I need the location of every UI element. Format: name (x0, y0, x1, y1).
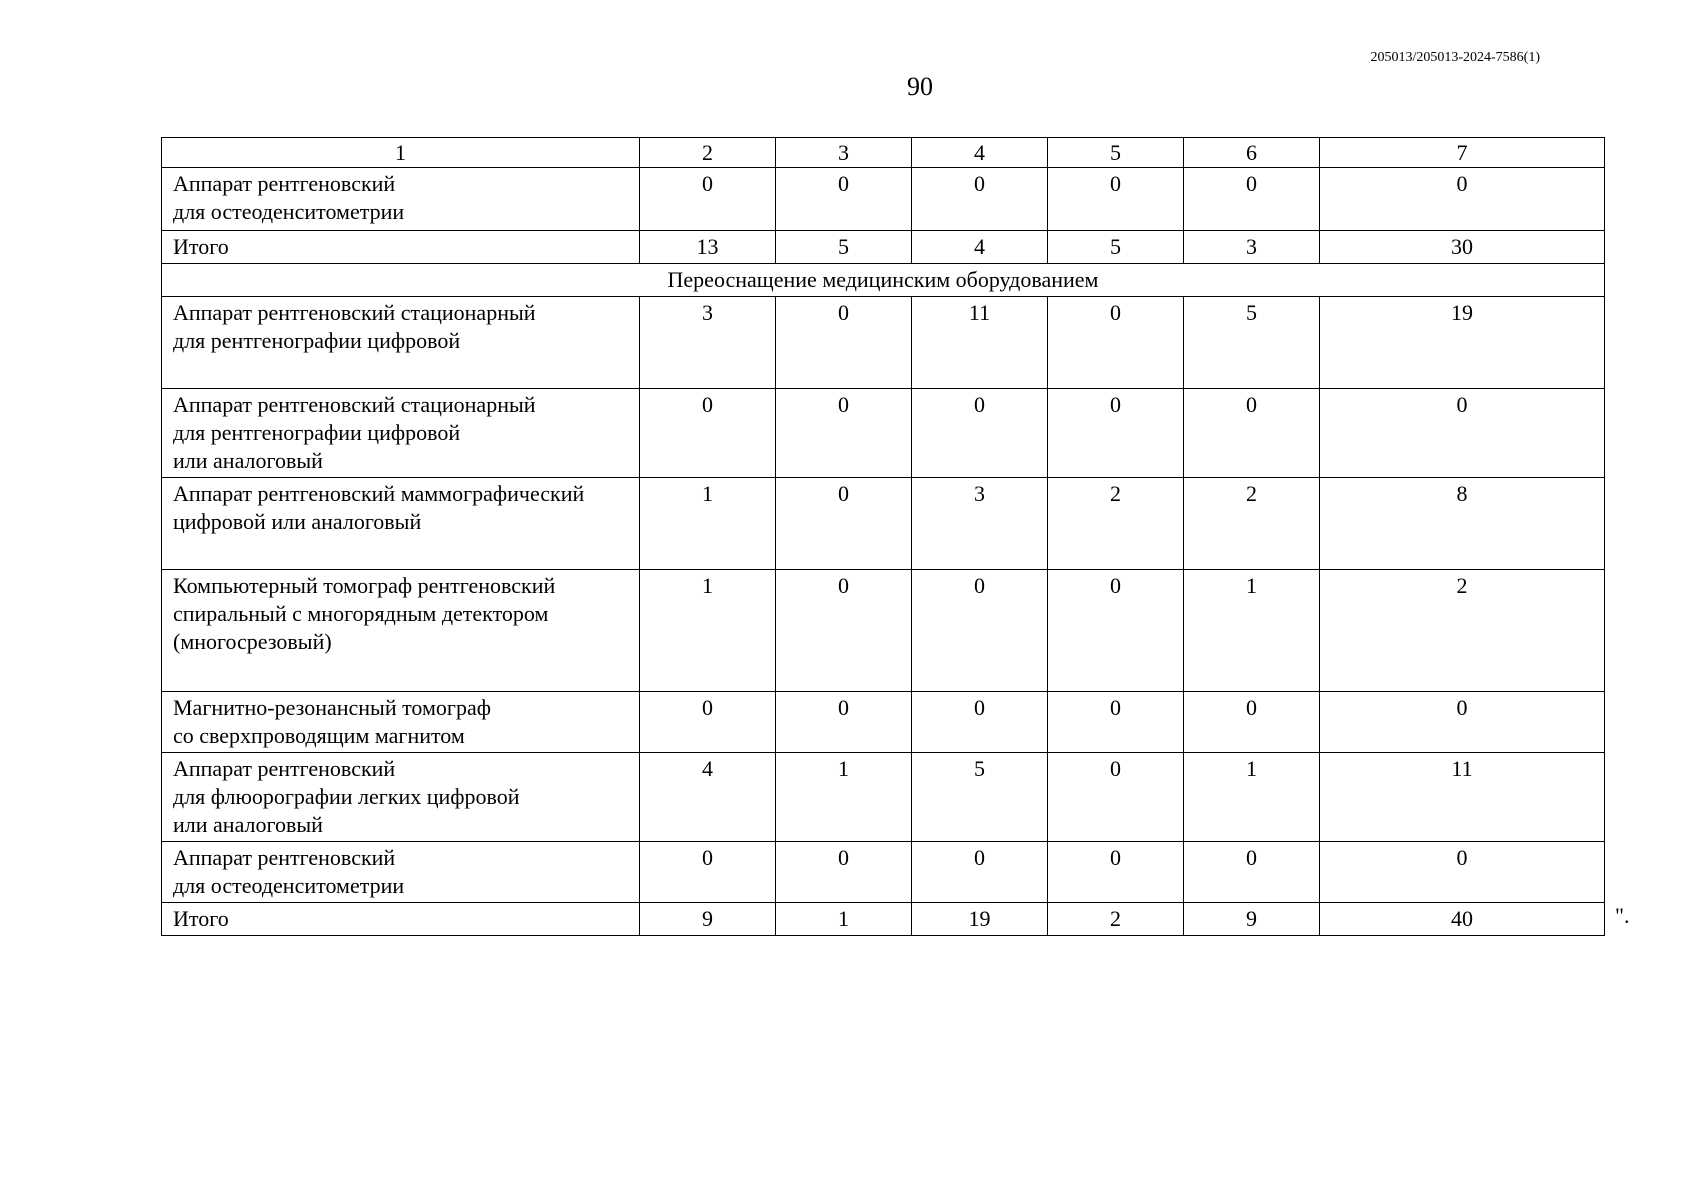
equipment-name-cell (162, 168, 640, 231)
equipment-name-cell (162, 692, 640, 753)
equipment-name-cell (162, 389, 640, 478)
column-number-row (162, 138, 1605, 168)
value-cell: 0 (1320, 842, 1605, 903)
equipment-name-cell (162, 753, 640, 842)
value-cell: 4 (640, 753, 776, 842)
total-value-cell: 4 (912, 231, 1048, 264)
total-value-cell: 5 (1048, 231, 1184, 264)
value-cell: 0 (776, 692, 912, 753)
equipment-name-line: Аппарат рентгеновский маммографический (173, 481, 585, 506)
total-value-cell: 19 (912, 903, 1048, 936)
value-cell: 0 (640, 692, 776, 753)
equipment-name-line: спиральный с многорядным детектором (173, 601, 549, 626)
column-header: 7 (1320, 138, 1605, 168)
value-cell: 0 (912, 692, 1048, 753)
value-cell: 0 (640, 842, 776, 903)
value-cell: 1 (640, 478, 776, 570)
value-cell: 0 (1184, 389, 1320, 478)
value-cell: 2 (1048, 478, 1184, 570)
total-value-cell: 9 (640, 903, 776, 936)
value-cell: 1 (1184, 753, 1320, 842)
table-row (162, 168, 1605, 231)
value-cell: 0 (1048, 570, 1184, 692)
table-row (162, 478, 1605, 570)
value-cell: 0 (776, 842, 912, 903)
grand-total-row (162, 903, 1605, 936)
value-cell: 0 (776, 168, 912, 231)
column-header: 4 (912, 138, 1048, 168)
column-header: 6 (1184, 138, 1320, 168)
equipment-name-line: для рентгенографии цифровой (173, 420, 461, 445)
value-cell: 3 (640, 297, 776, 389)
column-header: 1 (162, 138, 640, 168)
equipment-name-line: со сверхпроводящим магнитом (173, 723, 465, 748)
page-number: 90 (907, 72, 933, 101)
table-row (162, 842, 1605, 903)
value-cell: 0 (912, 842, 1048, 903)
equipment-name-cell (162, 842, 640, 903)
equipment-name-line: (многосрезовый) (173, 629, 332, 654)
value-cell: 0 (1048, 753, 1184, 842)
equipment-name-line: Аппарат рентгеновский (173, 845, 396, 870)
value-cell: 0 (1184, 692, 1320, 753)
equipment-name-cell (162, 570, 640, 692)
equipment-name-line: цифровой или аналоговый (173, 509, 422, 534)
value-cell: 0 (1048, 389, 1184, 478)
value-cell: 0 (1048, 842, 1184, 903)
equipment-name-line: Аппарат рентгеновский (173, 756, 396, 781)
value-cell: 0 (640, 389, 776, 478)
equipment-name-line: или аналоговый (173, 812, 323, 837)
value-cell: 0 (1048, 692, 1184, 753)
equipment-name-line: для остеоденситометрии (173, 873, 405, 898)
section-title: Переоснащение медицинским оборудованием (162, 264, 1605, 297)
value-cell: 0 (1048, 168, 1184, 231)
table-row (162, 692, 1605, 753)
value-cell: 5 (1184, 297, 1320, 389)
total-label: Итого (162, 231, 640, 264)
value-cell: 1 (1184, 570, 1320, 692)
column-header: 5 (1048, 138, 1184, 168)
total-row (162, 231, 1605, 264)
value-cell: 0 (1320, 692, 1605, 753)
equipment-name-line: для флюорографии легких цифровой (173, 784, 520, 809)
table-row (162, 389, 1605, 478)
value-cell: 2 (1184, 478, 1320, 570)
value-cell: 0 (912, 389, 1048, 478)
document-id: 205013/205013-2024-7586(1) (1370, 50, 1540, 65)
equipment-table (161, 137, 1605, 936)
equipment-name-line: Аппарат рентгеновский стационарный (173, 300, 536, 325)
value-cell: 11 (1320, 753, 1605, 842)
value-cell: 0 (776, 478, 912, 570)
column-header: 2 (640, 138, 776, 168)
value-cell: 11 (912, 297, 1048, 389)
equipment-name-line: или аналоговый (173, 448, 323, 473)
equipment-name-line: Магнитно-резонансный томограф (173, 695, 491, 720)
value-cell: 0 (776, 297, 912, 389)
total-value-cell: 30 (1320, 231, 1605, 264)
equipment-name-cell (162, 297, 640, 389)
value-cell: 0 (1184, 842, 1320, 903)
value-cell: 0 (1048, 297, 1184, 389)
value-cell: 0 (776, 389, 912, 478)
value-cell: 0 (1184, 168, 1320, 231)
column-header: 3 (776, 138, 912, 168)
value-cell: 5 (912, 753, 1048, 842)
value-cell: 0 (640, 168, 776, 231)
equipment-name-line: Аппарат рентгеновский (173, 171, 396, 196)
total-value-cell: 1 (776, 903, 912, 936)
value-cell: 2 (1320, 570, 1605, 692)
equipment-name-line: для рентгенографии цифровой (173, 328, 461, 353)
equipment-name-cell (162, 478, 640, 570)
value-cell: 0 (912, 168, 1048, 231)
value-cell: 19 (1320, 297, 1605, 389)
value-cell: 3 (912, 478, 1048, 570)
total-value-cell: 5 (776, 231, 912, 264)
closing-quote-mark: ". (1615, 903, 1630, 928)
value-cell: 1 (776, 753, 912, 842)
value-cell: 1 (640, 570, 776, 692)
total-value-cell: 2 (1048, 903, 1184, 936)
value-cell: 0 (912, 570, 1048, 692)
section-row (162, 264, 1605, 297)
total-value-cell: 9 (1184, 903, 1320, 936)
value-cell: 0 (776, 570, 912, 692)
total-label: Итого (162, 903, 640, 936)
value-cell: 0 (1320, 168, 1605, 231)
table-row (162, 297, 1605, 389)
equipment-name-line: для остеоденситометрии (173, 199, 405, 224)
total-value-cell: 3 (1184, 231, 1320, 264)
equipment-name-line: Аппарат рентгеновский стационарный (173, 392, 536, 417)
table-row (162, 570, 1605, 692)
total-value-cell: 40 (1320, 903, 1605, 936)
total-value-cell: 13 (640, 231, 776, 264)
equipment-name-line: Компьютерный томограф рентгеновский (173, 573, 556, 598)
value-cell: 0 (1320, 389, 1605, 478)
value-cell: 8 (1320, 478, 1605, 570)
table-row (162, 753, 1605, 842)
